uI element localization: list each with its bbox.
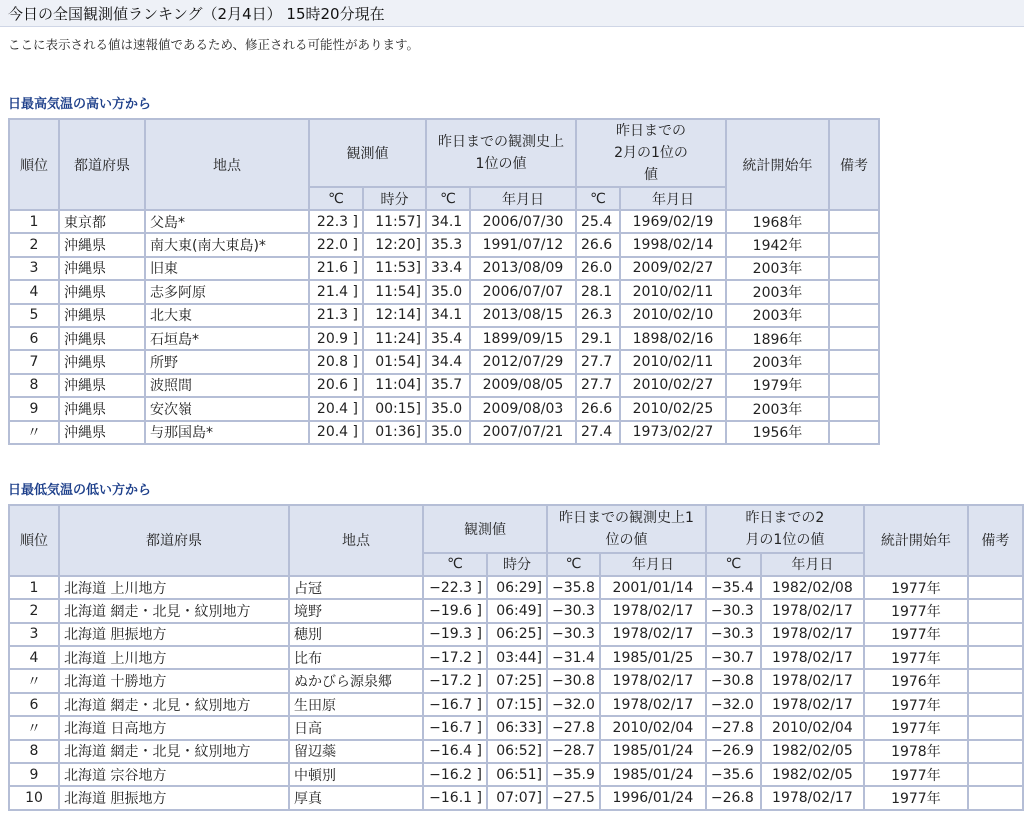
cell-month-date: 2010/02/10 bbox=[620, 304, 726, 327]
cell-remarks bbox=[829, 327, 879, 350]
cell-pref: 沖縄県 bbox=[59, 304, 145, 327]
cell-value: 20.6 ] bbox=[309, 374, 363, 397]
header-stat-start: 統計開始年 bbox=[864, 505, 968, 576]
cell-stat-start: 1977年 bbox=[864, 576, 968, 599]
cell-record-date: 1991/07/12 bbox=[470, 233, 576, 256]
table-row bbox=[9, 327, 879, 350]
cell-record-value: −31.4 bbox=[547, 646, 600, 669]
header-record-all: 昨日までの観測史上1位の値 bbox=[547, 505, 706, 553]
cell-remarks bbox=[829, 350, 879, 373]
cell-rank: 8 bbox=[9, 374, 59, 397]
cell-pref: 沖縄県 bbox=[59, 280, 145, 303]
cell-record-value: −28.7 bbox=[547, 740, 600, 763]
cell-rank: 5 bbox=[9, 304, 59, 327]
cell-month-value: 25.4 bbox=[576, 210, 620, 233]
cell-remarks bbox=[968, 763, 1023, 786]
cell-record-value: −30.8 bbox=[547, 669, 600, 692]
cell-stat-start: 1977年 bbox=[864, 786, 968, 809]
cell-record-date: 1978/02/17 bbox=[600, 623, 706, 646]
cell-record-value: 35.7 bbox=[426, 374, 470, 397]
cell-month-value: −27.8 bbox=[706, 716, 761, 739]
table-row bbox=[9, 763, 1023, 786]
table-row bbox=[9, 304, 879, 327]
cell-record-value: 35.0 bbox=[426, 397, 470, 420]
cell-stat-start: 1977年 bbox=[864, 646, 968, 669]
cell-month-value: −35.6 bbox=[706, 763, 761, 786]
cell-record-date: 2009/08/03 bbox=[470, 397, 576, 420]
cell-remarks bbox=[968, 576, 1023, 599]
cell-record-value: −32.0 bbox=[547, 693, 600, 716]
cell-value: 20.8 ] bbox=[309, 350, 363, 373]
cell-record-date: 2007/07/21 bbox=[470, 421, 576, 444]
cell-record-date: 1978/02/17 bbox=[600, 693, 706, 716]
cell-stat-start: 1942年 bbox=[726, 233, 829, 256]
cell-rank: 10 bbox=[9, 786, 59, 809]
header-remarks: 備考 bbox=[968, 505, 1023, 576]
cell-record-date: 2010/02/04 bbox=[600, 716, 706, 739]
cell-pref: 北海道 胆振地方 bbox=[59, 623, 289, 646]
cell-place: 北大東 bbox=[145, 304, 309, 327]
cell-pref: 沖縄県 bbox=[59, 233, 145, 256]
cell-rank: 2 bbox=[9, 599, 59, 622]
cell-record-value: −27.5 bbox=[547, 786, 600, 809]
cell-value: 20.9 ] bbox=[309, 327, 363, 350]
cell-record-date: 2013/08/15 bbox=[470, 304, 576, 327]
header-obs-deg: ℃ bbox=[309, 187, 363, 210]
cell-value: −16.2 ] bbox=[423, 763, 487, 786]
cell-time: 11:53] bbox=[363, 257, 426, 280]
cell-month-value: 28.1 bbox=[576, 280, 620, 303]
cell-time: 03:44] bbox=[487, 646, 547, 669]
cell-stat-start: 1977年 bbox=[864, 623, 968, 646]
cell-stat-start: 2003年 bbox=[726, 397, 829, 420]
cell-rank: 〃 bbox=[9, 421, 59, 444]
cell-month-value: −30.8 bbox=[706, 669, 761, 692]
cell-record-date: 1978/02/17 bbox=[600, 599, 706, 622]
header-rank: 順位 bbox=[9, 119, 59, 210]
cell-time: 06:25] bbox=[487, 623, 547, 646]
cell-time: 06:49] bbox=[487, 599, 547, 622]
cell-record-value: −35.8 bbox=[547, 576, 600, 599]
table-row bbox=[9, 716, 1023, 739]
cell-rank: 6 bbox=[9, 693, 59, 716]
cell-rank: 4 bbox=[9, 280, 59, 303]
cell-record-date: 2009/08/05 bbox=[470, 374, 576, 397]
header-obs-time: 時分 bbox=[363, 187, 426, 210]
cell-value: −17.2 ] bbox=[423, 646, 487, 669]
cell-value: −16.1 ] bbox=[423, 786, 487, 809]
cell-record-value: 34.1 bbox=[426, 304, 470, 327]
cell-rank: 6 bbox=[9, 327, 59, 350]
cell-stat-start: 1977年 bbox=[864, 716, 968, 739]
cell-month-date: 2010/02/25 bbox=[620, 397, 726, 420]
cell-month-date: 1982/02/05 bbox=[761, 763, 864, 786]
cell-rank: 2 bbox=[9, 233, 59, 256]
cell-stat-start: 1977年 bbox=[864, 763, 968, 786]
cell-pref: 北海道 上川地方 bbox=[59, 576, 289, 599]
cell-record-date: 1978/02/17 bbox=[600, 669, 706, 692]
cell-place: 与那国島* bbox=[145, 421, 309, 444]
header-pref: 都道府県 bbox=[59, 119, 145, 210]
header-obs-deg: ℃ bbox=[423, 553, 487, 576]
cell-month-date: 1978/02/17 bbox=[761, 623, 864, 646]
table-row bbox=[9, 693, 1023, 716]
cell-rank: 9 bbox=[9, 763, 59, 786]
cell-time: 12:20] bbox=[363, 233, 426, 256]
header-rec-deg: ℃ bbox=[426, 187, 470, 210]
cell-value: −19.6 ] bbox=[423, 599, 487, 622]
header-rec-deg: ℃ bbox=[547, 553, 600, 576]
table-row bbox=[9, 599, 1023, 622]
header-observed: 観測値 bbox=[309, 119, 426, 187]
cell-month-value: −30.3 bbox=[706, 599, 761, 622]
cell-month-value: 26.3 bbox=[576, 304, 620, 327]
cell-time: 11:24] bbox=[363, 327, 426, 350]
cell-place: 日高 bbox=[289, 716, 423, 739]
low-section-title: 日最低気温の低い方から bbox=[8, 482, 152, 498]
cell-record-value: 35.0 bbox=[426, 421, 470, 444]
cell-month-date: 1982/02/08 bbox=[761, 576, 864, 599]
cell-pref: 沖縄県 bbox=[59, 421, 145, 444]
header-record-month: 昨日までの2月の1位の値 bbox=[576, 119, 726, 187]
cell-record-value: −27.8 bbox=[547, 716, 600, 739]
table-row bbox=[9, 421, 879, 444]
cell-stat-start: 2003年 bbox=[726, 304, 829, 327]
table-row bbox=[9, 786, 1023, 809]
cell-rank: 9 bbox=[9, 397, 59, 420]
cell-time: 07:07] bbox=[487, 786, 547, 809]
header-rank: 順位 bbox=[9, 505, 59, 576]
cell-pref: 沖縄県 bbox=[59, 374, 145, 397]
cell-stat-start: 1977年 bbox=[864, 599, 968, 622]
cell-stat-start: 2003年 bbox=[726, 350, 829, 373]
cell-value: −22.3 ] bbox=[423, 576, 487, 599]
cell-record-value: 35.0 bbox=[426, 280, 470, 303]
cell-rank: 3 bbox=[9, 623, 59, 646]
cell-month-value: −35.4 bbox=[706, 576, 761, 599]
cell-month-date: 1998/02/14 bbox=[620, 233, 726, 256]
cell-time: 00:15] bbox=[363, 397, 426, 420]
cell-place: 中頓別 bbox=[289, 763, 423, 786]
cell-rank: 3 bbox=[9, 257, 59, 280]
cell-time: 12:14] bbox=[363, 304, 426, 327]
cell-month-value: −26.8 bbox=[706, 786, 761, 809]
header-observed: 観測値 bbox=[423, 505, 547, 553]
table-row bbox=[9, 350, 879, 373]
header-mon-date: 年月日 bbox=[620, 187, 726, 210]
cell-value: 21.3 ] bbox=[309, 304, 363, 327]
cell-rank: 〃 bbox=[9, 669, 59, 692]
cell-remarks bbox=[829, 280, 879, 303]
cell-record-date: 1996/01/24 bbox=[600, 786, 706, 809]
cell-record-date: 2013/08/09 bbox=[470, 257, 576, 280]
cell-remarks bbox=[968, 669, 1023, 692]
high-temp-ranking-table bbox=[8, 118, 880, 445]
cell-month-value: 26.6 bbox=[576, 397, 620, 420]
cell-place: 穂別 bbox=[289, 623, 423, 646]
cell-pref: 沖縄県 bbox=[59, 327, 145, 350]
cell-month-value: −30.3 bbox=[706, 623, 761, 646]
high-section-title: 日最高気温の高い方から bbox=[8, 97, 152, 112]
cell-month-date: 1978/02/17 bbox=[761, 786, 864, 809]
cell-time: 01:36] bbox=[363, 421, 426, 444]
cell-pref: 北海道 網走・北見・紋別地方 bbox=[59, 599, 289, 622]
table-row bbox=[9, 374, 879, 397]
cell-place: 境野 bbox=[289, 599, 423, 622]
cell-pref: 東京都 bbox=[59, 210, 145, 233]
cell-record-value: −35.9 bbox=[547, 763, 600, 786]
cell-rank: 〃 bbox=[9, 716, 59, 739]
cell-stat-start: 1977年 bbox=[864, 693, 968, 716]
cell-month-date: 2010/02/11 bbox=[620, 280, 726, 303]
cell-place: ぬかびら源泉郷 bbox=[289, 669, 423, 692]
cell-month-date: 2009/02/27 bbox=[620, 257, 726, 280]
cell-month-date: 2010/02/27 bbox=[620, 374, 726, 397]
cell-pref: 北海道 胆振地方 bbox=[59, 786, 289, 809]
cell-month-date: 1898/02/16 bbox=[620, 327, 726, 350]
cell-record-date: 2012/07/29 bbox=[470, 350, 576, 373]
table-row bbox=[9, 280, 879, 303]
cell-place: 波照間 bbox=[145, 374, 309, 397]
cell-remarks bbox=[829, 421, 879, 444]
cell-month-value: 27.7 bbox=[576, 350, 620, 373]
page-header bbox=[0, 0, 1024, 27]
cell-record-value: −30.3 bbox=[547, 599, 600, 622]
cell-place: 占冠 bbox=[289, 576, 423, 599]
cell-month-value: −32.0 bbox=[706, 693, 761, 716]
cell-remarks bbox=[968, 693, 1023, 716]
cell-place: 所野 bbox=[145, 350, 309, 373]
cell-time: 06:52] bbox=[487, 740, 547, 763]
header-remarks: 備考 bbox=[829, 119, 879, 210]
cell-rank: 4 bbox=[9, 646, 59, 669]
page-title: 今日の全国観測値ランキング（2月4日） 15時20分現在 bbox=[8, 4, 385, 23]
cell-remarks bbox=[968, 740, 1023, 763]
cell-remarks bbox=[829, 233, 879, 256]
header-pref: 都道府県 bbox=[59, 505, 289, 576]
table-row bbox=[9, 397, 879, 420]
cell-month-date: 1978/02/17 bbox=[761, 646, 864, 669]
header-mon-date: 年月日 bbox=[761, 553, 864, 576]
cell-time: 06:29] bbox=[487, 576, 547, 599]
cell-value: −16.7 ] bbox=[423, 716, 487, 739]
cell-month-value: −26.9 bbox=[706, 740, 761, 763]
table-row bbox=[9, 233, 879, 256]
cell-pref: 沖縄県 bbox=[59, 257, 145, 280]
cell-record-value: −30.3 bbox=[547, 623, 600, 646]
cell-place: 志多阿原 bbox=[145, 280, 309, 303]
header-mon-deg: ℃ bbox=[576, 187, 620, 210]
cell-month-date: 1973/02/27 bbox=[620, 421, 726, 444]
header-place: 地点 bbox=[289, 505, 423, 576]
header-record-month: 昨日までの2月の1位の値 bbox=[706, 505, 864, 553]
cell-place: 旧東 bbox=[145, 257, 309, 280]
cell-value: 20.4 ] bbox=[309, 397, 363, 420]
cell-place: 石垣島* bbox=[145, 327, 309, 350]
cell-record-date: 1985/01/24 bbox=[600, 763, 706, 786]
cell-rank: 1 bbox=[9, 576, 59, 599]
disclaimer-note: ここに表示される値は速報値であるため、修正される可能性があります。 bbox=[8, 37, 420, 52]
cell-stat-start: 2003年 bbox=[726, 257, 829, 280]
cell-record-date: 2006/07/07 bbox=[470, 280, 576, 303]
cell-month-value: 26.0 bbox=[576, 257, 620, 280]
cell-value: 21.4 ] bbox=[309, 280, 363, 303]
cell-rank: 7 bbox=[9, 350, 59, 373]
header-record-all: 昨日までの観測史上1位の値 bbox=[426, 119, 576, 187]
header-place: 地点 bbox=[145, 119, 309, 210]
cell-pref: 北海道 日高地方 bbox=[59, 716, 289, 739]
cell-place: 生田原 bbox=[289, 693, 423, 716]
low-temp-ranking-table bbox=[8, 504, 1024, 811]
cell-month-date: 2010/02/11 bbox=[620, 350, 726, 373]
header-rec-date: 年月日 bbox=[600, 553, 706, 576]
cell-record-date: 1985/01/25 bbox=[600, 646, 706, 669]
cell-remarks bbox=[968, 786, 1023, 809]
cell-remarks bbox=[829, 210, 879, 233]
cell-rank: 1 bbox=[9, 210, 59, 233]
cell-month-date: 1969/02/19 bbox=[620, 210, 726, 233]
table-row bbox=[9, 257, 879, 280]
cell-record-date: 2006/07/30 bbox=[470, 210, 576, 233]
cell-record-date: 1899/09/15 bbox=[470, 327, 576, 350]
cell-stat-start: 1896年 bbox=[726, 327, 829, 350]
cell-month-value: 26.6 bbox=[576, 233, 620, 256]
cell-time: 06:33] bbox=[487, 716, 547, 739]
cell-stat-start: 1979年 bbox=[726, 374, 829, 397]
cell-pref: 沖縄県 bbox=[59, 397, 145, 420]
cell-record-value: 33.4 bbox=[426, 257, 470, 280]
table-row bbox=[9, 646, 1023, 669]
cell-time: 06:51] bbox=[487, 763, 547, 786]
cell-record-value: 34.4 bbox=[426, 350, 470, 373]
header-rec-date: 年月日 bbox=[470, 187, 576, 210]
cell-stat-start: 2003年 bbox=[726, 280, 829, 303]
cell-pref: 沖縄県 bbox=[59, 350, 145, 373]
cell-pref: 北海道 宗谷地方 bbox=[59, 763, 289, 786]
cell-rank: 8 bbox=[9, 740, 59, 763]
cell-pref: 北海道 上川地方 bbox=[59, 646, 289, 669]
cell-record-date: 1985/01/24 bbox=[600, 740, 706, 763]
cell-stat-start: 1968年 bbox=[726, 210, 829, 233]
cell-remarks bbox=[829, 374, 879, 397]
cell-record-value: 35.4 bbox=[426, 327, 470, 350]
table-row bbox=[9, 740, 1023, 763]
cell-stat-start: 1956年 bbox=[726, 421, 829, 444]
header-mon-deg: ℃ bbox=[706, 553, 761, 576]
cell-place: 厚真 bbox=[289, 786, 423, 809]
cell-value: 21.6 ] bbox=[309, 257, 363, 280]
header-stat-start: 統計開始年 bbox=[726, 119, 829, 210]
cell-pref: 北海道 網走・北見・紋別地方 bbox=[59, 693, 289, 716]
cell-value: 22.0 ] bbox=[309, 233, 363, 256]
table-row bbox=[9, 623, 1023, 646]
cell-value: −16.4 ] bbox=[423, 740, 487, 763]
header-obs-time: 時分 bbox=[487, 553, 547, 576]
table-row bbox=[9, 669, 1023, 692]
cell-place: 父島* bbox=[145, 210, 309, 233]
cell-pref: 北海道 十勝地方 bbox=[59, 669, 289, 692]
cell-month-date: 1982/02/05 bbox=[761, 740, 864, 763]
cell-remarks bbox=[829, 397, 879, 420]
cell-record-date: 2001/01/14 bbox=[600, 576, 706, 599]
cell-month-date: 1978/02/17 bbox=[761, 669, 864, 692]
cell-value: −16.7 ] bbox=[423, 693, 487, 716]
cell-record-value: 35.3 bbox=[426, 233, 470, 256]
cell-month-date: 1978/02/17 bbox=[761, 599, 864, 622]
cell-time: 11:57] bbox=[363, 210, 426, 233]
cell-remarks bbox=[968, 646, 1023, 669]
cell-stat-start: 1976年 bbox=[864, 669, 968, 692]
cell-pref: 北海道 網走・北見・紋別地方 bbox=[59, 740, 289, 763]
cell-month-value: 29.1 bbox=[576, 327, 620, 350]
cell-value: −19.3 ] bbox=[423, 623, 487, 646]
cell-place: 留辺蘂 bbox=[289, 740, 423, 763]
cell-value: −17.2 ] bbox=[423, 669, 487, 692]
table-row bbox=[9, 210, 879, 233]
cell-record-value: 34.1 bbox=[426, 210, 470, 233]
cell-value: 20.4 ] bbox=[309, 421, 363, 444]
cell-remarks bbox=[968, 599, 1023, 622]
cell-month-date: 2010/02/04 bbox=[761, 716, 864, 739]
cell-month-date: 1978/02/17 bbox=[761, 693, 864, 716]
table-row bbox=[9, 576, 1023, 599]
cell-place: 比布 bbox=[289, 646, 423, 669]
cell-time: 11:04] bbox=[363, 374, 426, 397]
cell-month-value: −30.7 bbox=[706, 646, 761, 669]
cell-month-value: 27.7 bbox=[576, 374, 620, 397]
cell-remarks bbox=[829, 257, 879, 280]
cell-month-value: 27.4 bbox=[576, 421, 620, 444]
cell-time: 11:54] bbox=[363, 280, 426, 303]
cell-place: 南大東(南大東島)* bbox=[145, 233, 309, 256]
cell-remarks bbox=[968, 716, 1023, 739]
cell-stat-start: 1978年 bbox=[864, 740, 968, 763]
cell-value: 22.3 ] bbox=[309, 210, 363, 233]
cell-time: 01:54] bbox=[363, 350, 426, 373]
cell-time: 07:15] bbox=[487, 693, 547, 716]
cell-time: 07:25] bbox=[487, 669, 547, 692]
cell-remarks bbox=[968, 623, 1023, 646]
cell-remarks bbox=[829, 304, 879, 327]
cell-place: 安次嶺 bbox=[145, 397, 309, 420]
